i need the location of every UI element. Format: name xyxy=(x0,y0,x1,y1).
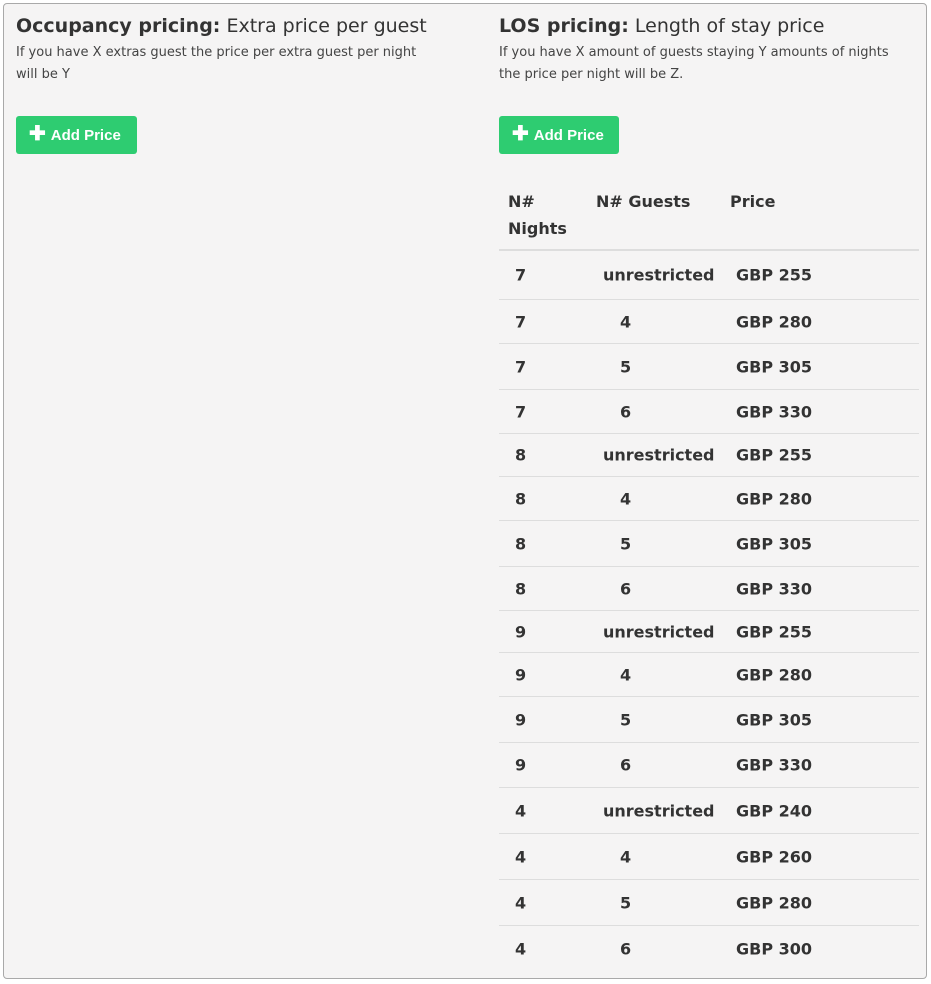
cell-price: GBP 330 xyxy=(736,755,813,775)
cell-guests: 6 xyxy=(620,755,632,775)
cell-guests: 6 xyxy=(620,939,632,959)
cell-price: GBP 280 xyxy=(736,893,813,912)
cell-price: GBP 305 xyxy=(736,357,813,376)
pricing-panel xyxy=(3,3,927,979)
header-guests: N# Guests xyxy=(596,192,691,211)
cell-guests: 4 xyxy=(620,847,632,866)
cell-price: GBP 305 xyxy=(736,534,813,553)
table-row xyxy=(499,390,919,434)
cell-price: GBP 240 xyxy=(736,801,813,820)
table-row xyxy=(499,834,919,880)
los-pricing-title xyxy=(499,15,824,37)
cell-nights: 7 xyxy=(515,265,527,285)
cell-guests: 6 xyxy=(620,402,632,421)
cell-nights: 8 xyxy=(515,489,527,508)
cell-price: GBP 280 xyxy=(736,312,813,331)
cell-nights: 8 xyxy=(515,579,527,598)
cell-guests: unrestricted xyxy=(603,265,715,285)
cell-guests: 5 xyxy=(620,534,632,553)
cell-price: GBP 280 xyxy=(736,665,813,684)
plus-icon: ✚ xyxy=(512,123,529,145)
cell-price: GBP 300 xyxy=(736,939,813,959)
cell-nights: 4 xyxy=(515,939,527,959)
cell-guests: 6 xyxy=(620,579,632,598)
table-row xyxy=(499,251,919,300)
table-row xyxy=(499,788,919,834)
cell-guests: 4 xyxy=(620,665,632,684)
table-row xyxy=(499,300,919,344)
table-row xyxy=(499,653,919,697)
table-row xyxy=(499,926,919,972)
header-nights: N# Nights xyxy=(508,192,567,238)
table-row xyxy=(499,434,919,477)
cell-nights: 4 xyxy=(515,801,527,820)
occupancy-title-rest: Extra price per guest xyxy=(220,15,427,37)
cell-guests: 5 xyxy=(620,893,632,912)
cell-nights: 9 xyxy=(515,710,527,729)
cell-nights: 7 xyxy=(515,402,527,421)
cell-price: GBP 260 xyxy=(736,847,813,866)
occupancy-add-price-button[interactable] xyxy=(16,116,137,154)
occupancy-title-bold: Occupancy pricing: xyxy=(16,15,221,37)
table-row xyxy=(499,697,919,743)
table-row xyxy=(499,880,919,926)
cell-price: GBP 330 xyxy=(736,402,813,421)
plus-icon: ✚ xyxy=(29,123,46,145)
cell-nights: 8 xyxy=(515,445,527,465)
cell-nights: 7 xyxy=(515,312,527,331)
cell-guests: 5 xyxy=(620,710,632,729)
cell-nights: 8 xyxy=(515,534,527,553)
cell-nights: 4 xyxy=(515,893,527,912)
los-table-header xyxy=(499,188,919,250)
cell-guests: 4 xyxy=(620,489,632,508)
header-price: Price xyxy=(730,192,776,211)
los-add-price-label: Add Price xyxy=(533,126,604,144)
occupancy-pricing-description: If you have X extras guest the price per extra guest per night will be Y xyxy=(16,45,417,82)
cell-guests: 5 xyxy=(620,357,632,376)
cell-price: GBP 305 xyxy=(736,710,813,729)
cell-price: GBP 255 xyxy=(736,622,813,641)
cell-guests: 4 xyxy=(620,312,632,331)
cell-guests: unrestricted xyxy=(603,622,715,641)
los-title-bold: LOS pricing: xyxy=(499,15,629,37)
cell-price: GBP 255 xyxy=(736,445,813,465)
cell-nights: 9 xyxy=(515,665,527,684)
cell-nights: 9 xyxy=(515,755,527,775)
occupancy-add-price-label: Add Price xyxy=(50,126,121,144)
table-row xyxy=(499,521,919,567)
table-row xyxy=(499,344,919,390)
occupancy-pricing-title xyxy=(16,15,427,37)
cell-price: GBP 330 xyxy=(736,579,813,598)
los-pricing-description: If you have X amount of guests staying Y amounts of nights the price per night will be Z. xyxy=(499,45,889,82)
los-table-body xyxy=(499,251,919,972)
los-title-rest: Length of stay price xyxy=(628,15,825,37)
cell-nights: 9 xyxy=(515,622,527,641)
table-row xyxy=(499,611,919,653)
cell-price: GBP 280 xyxy=(736,489,813,508)
table-row xyxy=(499,567,919,611)
table-row xyxy=(499,477,919,521)
table-row xyxy=(499,743,919,788)
cell-price: GBP 255 xyxy=(736,265,813,285)
cell-nights: 4 xyxy=(515,847,527,866)
cell-nights: 7 xyxy=(515,357,527,376)
cell-guests: unrestricted xyxy=(603,801,715,820)
cell-guests: unrestricted xyxy=(603,445,715,465)
los-add-price-button[interactable] xyxy=(499,116,619,154)
